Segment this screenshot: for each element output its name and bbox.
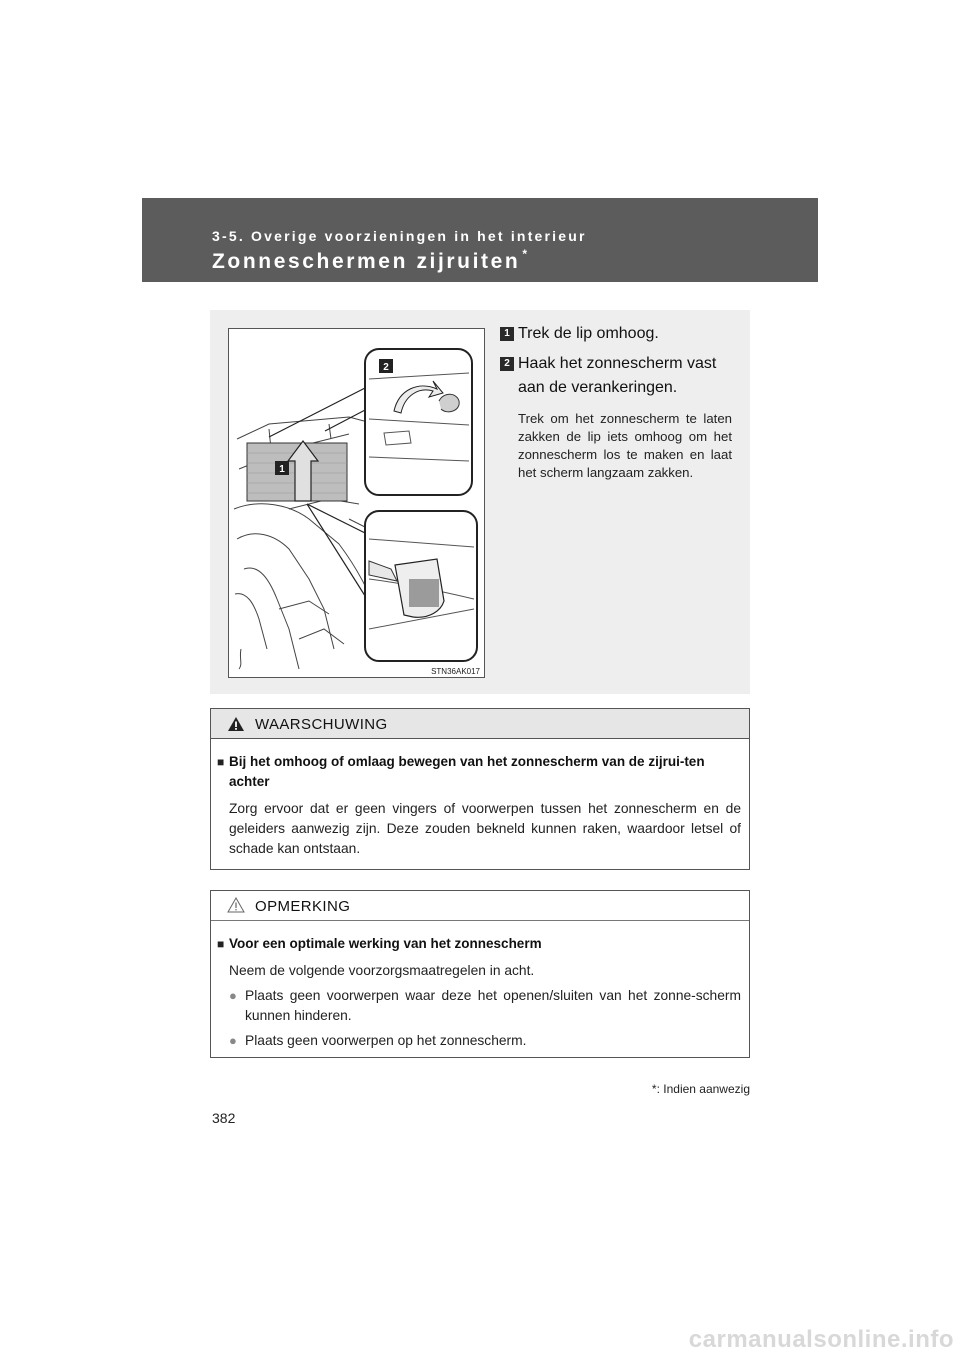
step-note: Trek om het zonnescherm te laten zakken de lip iets omhoog om het zonnescherm los te maken en laat het scherm langzaam zakken.	[518, 411, 732, 480]
step-2-number: 2	[500, 357, 514, 371]
page-title	[212, 247, 530, 274]
warning-box	[210, 708, 750, 870]
step-1	[500, 322, 732, 346]
title-asterisk: *	[522, 247, 530, 261]
warning-text: Zorg ervoor dat er geen vingers of voorwerpen tussen het zonnescherm en de geleiders aanwezig zijn. Deze zouden bekneld kunnen raken, waardoor letsel of schade kan ontstaan.	[229, 801, 741, 856]
note-item-1-text: Plaats geen voorwerpen waar deze het openen/sluiten van het zonne-scherm kunnen hinderen.	[245, 988, 741, 1023]
illustration-code: STN36AK017	[431, 667, 480, 676]
warning-icon	[227, 716, 245, 732]
note-box	[210, 890, 750, 1058]
note-header	[211, 891, 749, 921]
note-heading	[217, 934, 741, 954]
square-bullet-icon: ■	[217, 755, 225, 769]
watermark: carmanualsonline.info	[688, 1326, 954, 1353]
list-item	[229, 986, 741, 1026]
circle-bullet-icon: ●	[229, 988, 237, 1003]
step-list	[500, 322, 732, 482]
callout-2-label: 2	[383, 362, 389, 373]
step-2-text: Haak het zonnescherm vast aan de verankeringen.	[518, 355, 717, 396]
note-intro: Neem de volgende voorzorgsmaatregelen in acht.	[229, 963, 535, 978]
callout-1-label: 1	[279, 464, 285, 475]
note-title: OPMERKING	[255, 898, 351, 915]
sunshade-illustration	[229, 329, 485, 678]
warning-heading	[217, 752, 741, 792]
section-label: 3-5. Overige voorzieningen in het interieur	[212, 228, 587, 244]
warning-heading-text: Bij het omhoog of omlaag bewegen van het zonnescherm van de zijrui-ten achter	[229, 754, 705, 789]
step-2	[500, 352, 732, 400]
note-body	[211, 921, 749, 1051]
warning-body	[211, 739, 749, 859]
step-1-number: 1	[500, 327, 514, 341]
page-number: 382	[212, 1110, 236, 1126]
note-heading-text: Voor een optimale werking van het zonnescherm	[229, 936, 542, 951]
note-list	[217, 986, 741, 1051]
footnote: *: Indien aanwezig	[651, 1082, 750, 1096]
warning-title: WAARSCHUWING	[255, 716, 388, 733]
illustration-figure	[228, 328, 485, 678]
circle-bullet-icon: ●	[229, 1033, 237, 1048]
note-item-2-text: Plaats geen voorwerpen op het zonnescherm.	[245, 1033, 527, 1048]
page-title-text: Zonneschermen zijruiten	[212, 250, 521, 273]
warning-header	[211, 709, 749, 739]
square-bullet-icon: ■	[217, 937, 225, 951]
caution-outline-icon	[227, 897, 245, 913]
list-item	[229, 1031, 741, 1051]
step-1-text: Trek de lip omhoog.	[518, 325, 659, 342]
